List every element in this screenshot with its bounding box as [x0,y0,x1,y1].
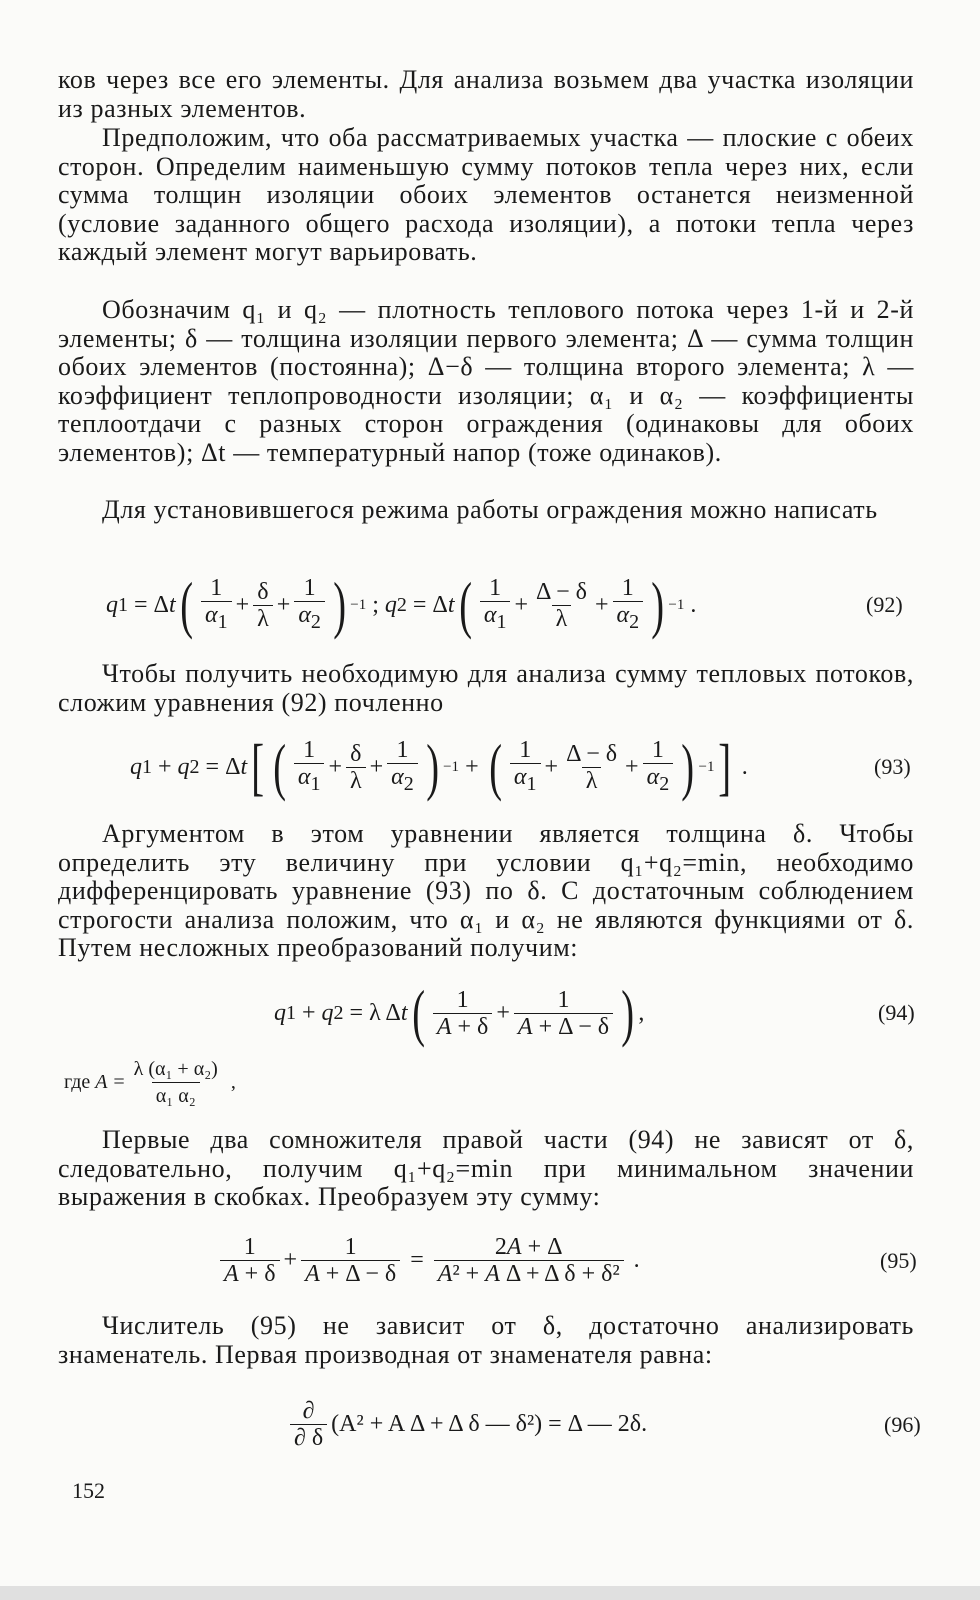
equation-number-92: (92) [866,592,903,617]
A-def-numerator: λ (α₁ + α₂) [133,1057,218,1080]
equation-number-96: (96) [884,1412,921,1437]
text-p2: Предположим, что оба рассматриваемых участка — плоские с обеих сторон. Определим наименьшую сумму потоков тепла через них, если сумма толщин изоляции обоих элементов останется неизменной (условие заданного общего расхода изоляции), а потоки тепла через каждый элемент могут варьировать. [58,123,914,266]
text-p8: Числитель (95) не зависит от δ, достаточно анализировать знаменатель. Первая производная от знаменателя равна: [58,1311,914,1369]
equation-number-94: (94) [878,1000,915,1025]
text-p6: Аргументом в этом уравнении является толщина δ. Чтобы определить эту величину при условии q₁+q₂=min, необходимо дифференцировать уравнение (93) по δ. С достаточным соблюдением строгости анализа положим, что α₁ и α₂ не являются функциями от δ. Путем несложных преобразований получим: [58,819,914,962]
scan-edge [0,1586,980,1600]
equation-93: q 1 + q 2 = Δ t [ ( $\frac{1}{\alpha_1}$ + $\frac{\delta}{\lambda}$ + $\frac{1}{\alpha_2}$ ) −1 + ( $\frac{1}{\alpha_1}$ + $\frac{\Delta - \delta}{\lambda}$ + $\frac{1}{\alpha_2}$ ) −1 ] . [130,731,748,802]
text-p5: Чтобы получить необходимую для анализа сумму тепловых потоков, сложим уравнения (92) почленно [58,659,914,717]
text-p3: Обозначим q₁ и q₂ — плотность теплового потока через 1-й и 2-й элементы; δ — толщина изоляции первого элемента; Δ — сумма толщин обоих элементов (постоянна); Δ−δ — толщина второго элемента; λ — коэффициент теплопроводности изоляции; α₁ и α₂ — коэффициенты теплоотдачи с разных сторон ограждения (одинаковы для обоих элементов); Δt — температурный напор (тоже одинаков). [58,295,914,467]
paragraph-3 [58,296,914,467]
text-p7: Первые два сомножителя правой части (94) не зависят от δ, следовательно, получим q₁+q₂=min при минимальном значении выражения в скобках. Преобразуем эту сумму: [58,1125,914,1211]
paragraph-1 [58,66,914,123]
equation-number-95: (95) [880,1248,917,1273]
A-def-denominator: α₁ α₂ [152,1082,200,1109]
text-p4: Для установившегося режима работы ограждения можно написать [102,495,878,524]
paragraph-5 [58,660,914,717]
equation-number-93: (93) [874,754,911,779]
paragraph-8 [58,1312,914,1369]
where-word: где [64,1070,91,1093]
A-def-lhs: A = [95,1070,126,1093]
equation-96-body: (A² + A Δ + Δ δ — δ²) = Δ — 2δ. [331,1410,648,1437]
paragraph-6 [58,820,914,963]
equation-96: $\frac{\partial}{\partial \delta}$ (A² + A Δ + Δ δ — δ²) = Δ — 2δ. [286,1394,647,1454]
equation-92: q 1 = Δ t ( $\frac{1}{\alpha_1}$ + $\frac{\delta}{\lambda}$ + $\frac{1}{\alpha_2}$ ) −1 ; q 2 = Δ t ( $\frac{1}{\alpha_1}$ + $\frac{\Delta - \delta}{\lambda}$ + $\frac{1}{\alpha_2}$ ) −1 . [106,569,697,640]
text-p1: ков через все его элементы. Для анализа возьмем два участка изоляции из разных элементов. [58,65,914,123]
paragraph-2 [58,124,914,267]
page-number: 152 [72,1478,105,1503]
equation-94: q 1 + q 2 = λ Δ t ( $\frac{1}{A + \delta}$ + $\frac{1}{A + \Delta - \delta}$ ) , [274,977,645,1048]
paragraph-4 [58,496,914,525]
paragraph-7 [58,1126,914,1212]
A-definition: где A = $\frac{\text{λ (α₁ + α₂)}}{\text{α₁ α₂}}$ , [64,1057,236,1107]
equation-95: $\frac{1}{A + \delta}$ + $\frac{1}{A + \Delta - \delta}$ = $\frac{2A + \Delta}{\text{A² + A Δ + Δ δ + δ²}}$ . [216,1230,646,1290]
